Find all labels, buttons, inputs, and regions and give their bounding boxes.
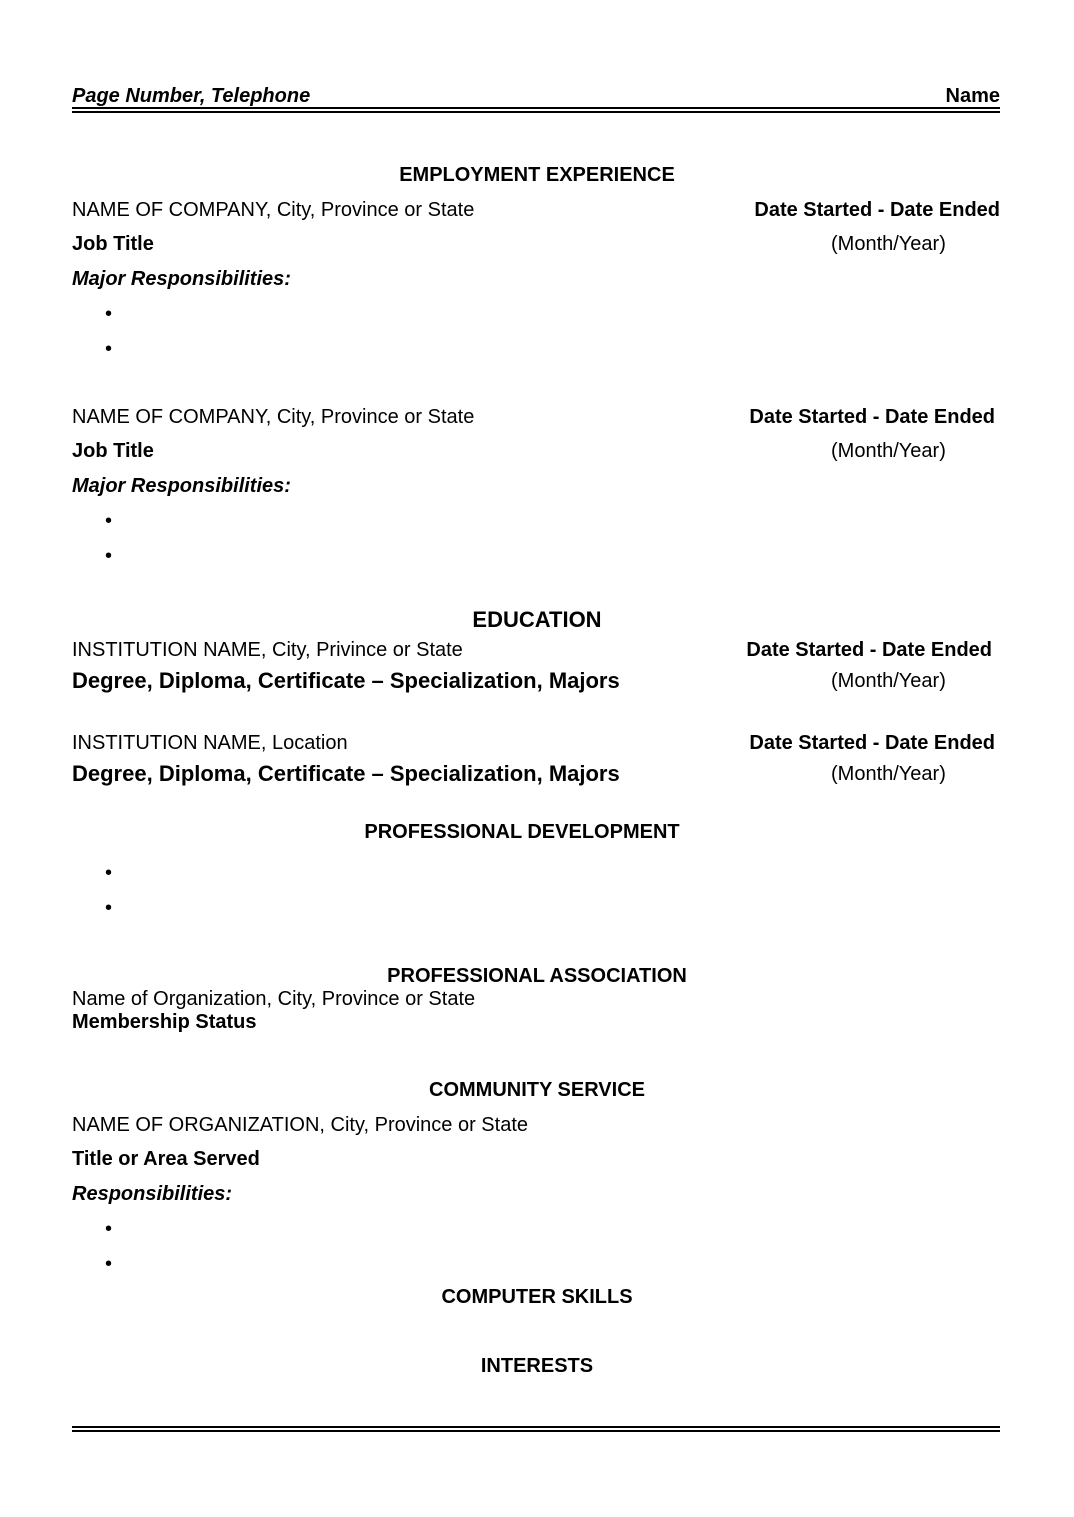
footer-rule-top [72, 1426, 1000, 1428]
job-2-title: Job Title [72, 440, 154, 462]
employment-heading: EMPLOYMENT EXPERIENCE [399, 164, 675, 186]
interests-heading: INTERESTS [480, 1355, 594, 1377]
job-1-bullet-1: • [105, 303, 113, 325]
job-1-title: Job Title [72, 233, 154, 255]
professional-association-organization: Name of Organization, City, Province or State [72, 988, 476, 1010]
professional-development-heading: PROFESSIONAL DEVELOPMENT [364, 821, 680, 843]
job-1-responsibilities-label: Major Responsibilities: [72, 268, 291, 290]
job-2-dates: Date Started - Date Ended [749, 406, 995, 428]
header-page-number-telephone: Page Number, Telephone [72, 85, 311, 107]
education-heading: EDUCATION [472, 607, 602, 632]
professional-development-bullet-1: • [105, 862, 113, 884]
job-2-bullet-2: • [105, 545, 113, 567]
education-2-institution: INSTITUTION NAME, Location [72, 732, 348, 754]
education-1-degree: Degree, Diploma, Certificate – Specialization, Majors [72, 668, 620, 693]
professional-association-status: Membership Status [72, 1011, 257, 1033]
computer-skills-heading: COMPUTER SKILLS [441, 1286, 633, 1308]
community-service-responsibilities-label: Responsibilities: [72, 1183, 233, 1205]
job-2-responsibilities-label: Major Responsibilities: [72, 475, 291, 497]
professional-association-heading: PROFESSIONAL ASSOCIATION [387, 965, 687, 987]
community-service-bullet-2: • [105, 1253, 113, 1275]
community-service-bullet-1: • [105, 1218, 113, 1240]
header-rule-top [72, 107, 1000, 109]
job-1-dates: Date Started - Date Ended [754, 199, 1000, 221]
education-1-date-format: (Month/Year) [831, 670, 946, 692]
footer-rule-bottom [72, 1430, 1000, 1432]
job-1-bullet-2: • [105, 338, 113, 360]
community-service-organization: NAME OF ORGANIZATION, City, Province or State [72, 1114, 529, 1136]
job-2-bullet-1: • [105, 510, 113, 532]
header-rule-bottom [72, 111, 1000, 113]
job-1-company: NAME OF COMPANY, City, Province or State [72, 199, 475, 221]
education-2-degree: Degree, Diploma, Certificate – Specialization, Majors [72, 761, 620, 786]
header-name: Name [945, 85, 1000, 107]
job-2-date-format: (Month/Year) [831, 440, 946, 462]
community-service-heading: COMMUNITY SERVICE [429, 1079, 645, 1101]
professional-development-bullet-2: • [105, 897, 113, 919]
education-2-dates: Date Started - Date Ended [749, 732, 995, 754]
education-1-institution: INSTITUTION NAME, City, Privince or State [72, 639, 463, 661]
education-1-dates: Date Started - Date Ended [746, 639, 992, 661]
education-2-date-format: (Month/Year) [831, 763, 946, 785]
job-2-company: NAME OF COMPANY, City, Province or State [72, 406, 475, 428]
job-1-date-format: (Month/Year) [831, 233, 946, 255]
community-service-title: Title or Area Served [72, 1148, 260, 1170]
